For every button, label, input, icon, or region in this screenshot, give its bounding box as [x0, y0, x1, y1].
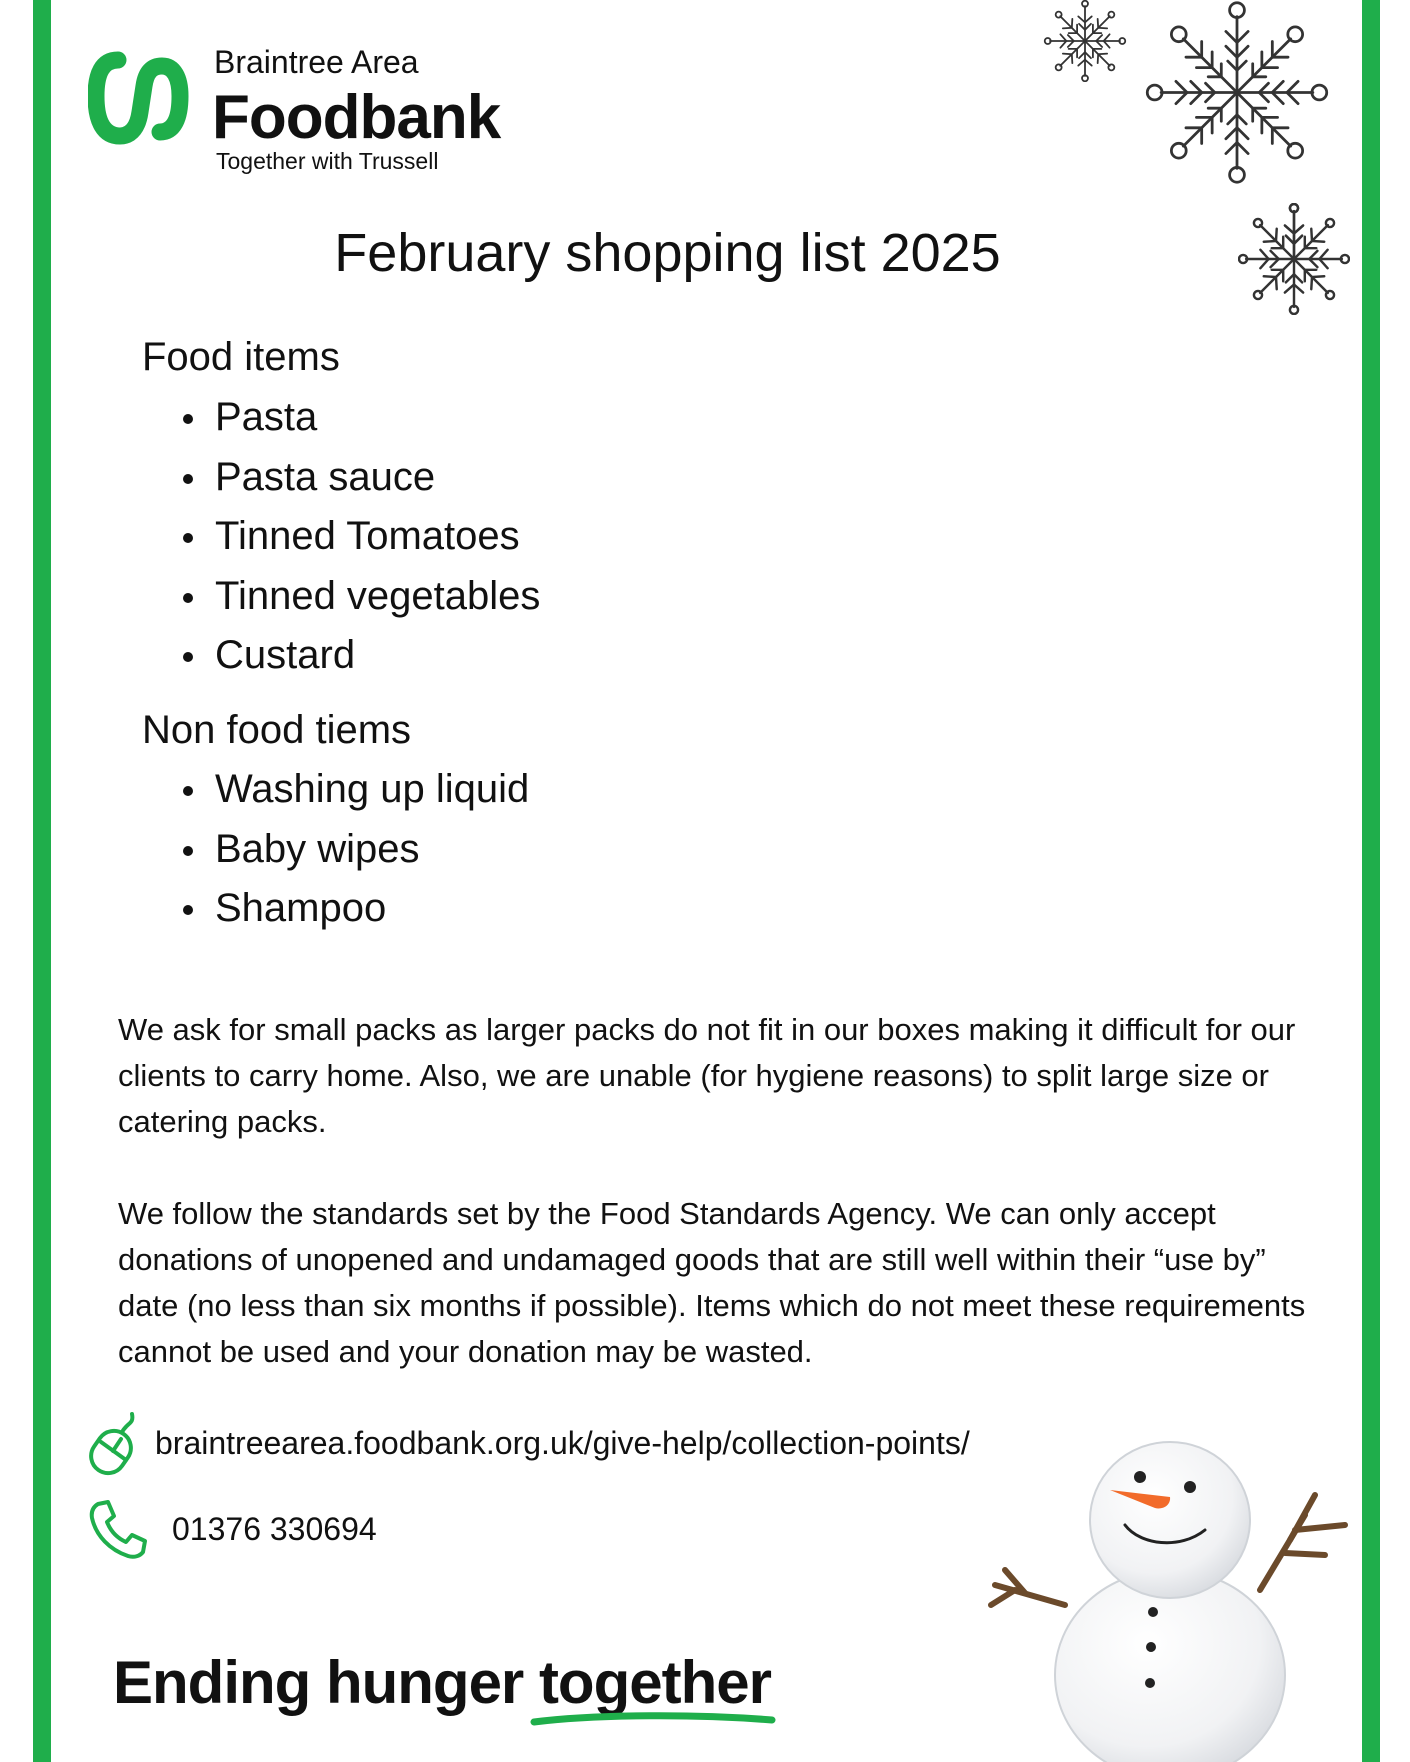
pack-size-paragraph: We ask for small packs as larger packs do not fit in our boxes making it difficult for our clients to carry home. Also, we are unable (for hygiene reasons) to split large size or catering packs. — [118, 1012, 1296, 1139]
logo-tagline: Together with Trussell — [216, 148, 439, 174]
page-title: February shopping list 2025 — [334, 223, 1001, 283]
bullet-icon — [183, 846, 193, 856]
phone-icon — [88, 1498, 148, 1560]
slogan-part-1: Ending hunger — [113, 1649, 539, 1716]
non-food-items-heading: Non food tiems — [142, 708, 412, 752]
food-standards-paragraph: We follow the standards set by the Food Standards Agency. We can only accept donations of unopened and undamaged goods that are still well within their “use by” date (no less than six months if possible). Items which do not meet these requirements cannot be used and your donation may be wasted. — [118, 1196, 1306, 1369]
bullet-icon — [183, 414, 193, 424]
snowflake-icon — [1030, 0, 1140, 82]
bullet-icon — [183, 593, 193, 603]
website-link[interactable]: braintreearea.foodbank.org.uk/give-help/collection-points/ — [155, 1425, 970, 1461]
logo-area-text: Braintree Area — [214, 44, 419, 80]
snowflake-icon — [1137, 0, 1337, 185]
logo-name-text: Foodbank — [212, 83, 501, 152]
foodbank-logo-mark-icon — [88, 46, 198, 146]
slogan — [113, 1648, 771, 1717]
bullet-icon — [183, 533, 193, 543]
slogan-underline — [528, 1708, 778, 1730]
bullet-icon — [183, 905, 193, 915]
food-items-heading: Food items — [142, 335, 340, 379]
bullet-icon — [183, 786, 193, 796]
phone-number[interactable]: 01376 330694 — [172, 1511, 377, 1547]
bullet-icon — [183, 652, 193, 662]
bullet-icon — [183, 474, 193, 484]
mouse-icon — [88, 1408, 148, 1478]
snowman-illustration — [985, 1425, 1355, 1762]
slogan-part-2: together — [538, 1649, 771, 1716]
green-border-right — [1362, 0, 1380, 1762]
